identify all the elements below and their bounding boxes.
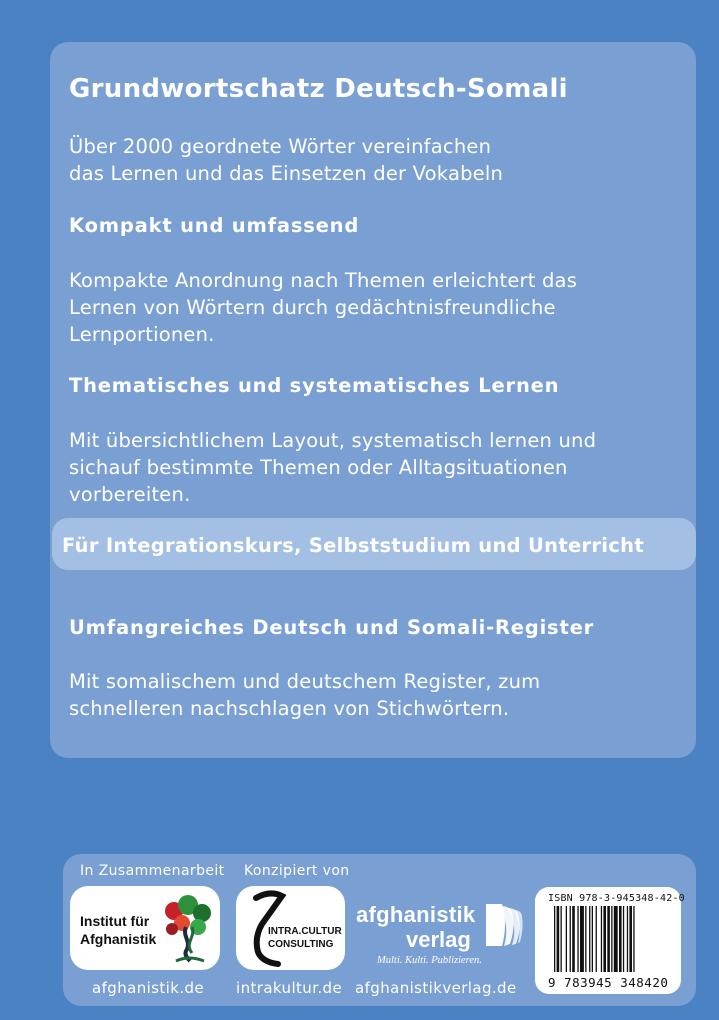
section-heading-thematic: Thematisches und systematisches Lernen — [69, 374, 560, 397]
section-thematic-line-3: vorbereiten. — [69, 483, 191, 506]
intro-line-1: Über 2000 geordnete Wörter vereinfachen — [69, 135, 492, 158]
barcode-bar — [623, 906, 624, 972]
publisher-name: afghanistik — [356, 902, 476, 927]
label-cooperation: In Zusammenarbeit — [80, 863, 225, 879]
section-heading-register: Umfangreiches Deutsch und Somali-Register — [69, 616, 595, 639]
barcode-bar — [607, 906, 610, 972]
ean-text: 9 783945 348420 — [548, 975, 669, 990]
url-publisher[interactable]: afghanistikverlag.de — [355, 979, 517, 997]
section-register-line-2: schnelleren nachschlagen von Stichwörtern. — [69, 697, 510, 720]
barcode-bar — [596, 906, 597, 972]
barcode-bar — [614, 906, 618, 972]
barcode-icon — [552, 906, 672, 974]
highlight-text: Für Integrationskurs, Selbststudium und Unterricht — [62, 534, 644, 557]
barcode-bar — [629, 906, 632, 972]
barcode-bar — [619, 906, 622, 972]
institut-line-2: Afghanistik — [80, 931, 157, 947]
intra-line-1: INTRA.CULTUR — [268, 926, 342, 937]
barcode-bar — [570, 906, 571, 972]
section-compact-line-2: Lernen von Wörtern durch gedächtnisfreundliche — [69, 296, 556, 319]
section-heading-compact: Kompakt und umfassend — [69, 214, 360, 237]
section-register-line-1: Mit somalischem und deutschem Register, zum — [69, 670, 541, 693]
barcode-bar — [572, 906, 575, 972]
barcode-bar — [561, 906, 562, 972]
section-thematic-line-2: sichauf bestimmte Themen oder Alltagsituationen — [69, 456, 568, 479]
section-compact-line-1: Kompakte Anordnung nach Themen erleichtert das — [69, 269, 578, 292]
intro-line-2: das Lernen und das Einsetzen der Vokabeln — [69, 162, 504, 185]
barcode-bar — [554, 906, 555, 972]
barcode-bar — [601, 906, 602, 972]
barcode-bar — [585, 906, 586, 972]
url-institut[interactable]: afghanistik.de — [92, 979, 205, 997]
barcode-bar — [557, 906, 560, 972]
page-title: Grundwortschatz Deutsch-Somali — [69, 74, 568, 104]
barcode-bar — [580, 906, 584, 972]
section-compact-line-3: Lernportionen. — [69, 323, 215, 346]
publisher-verlag: verlag — [406, 927, 471, 952]
barcode-bar — [577, 906, 578, 972]
barcode-bar — [592, 906, 593, 972]
intra-logo-text — [268, 925, 342, 951]
book-pages-icon — [484, 900, 524, 950]
label-conceived: Konzipiert von — [244, 863, 350, 879]
url-intra[interactable]: intrakultur.de — [236, 979, 343, 997]
section-thematic-line-1: Mit übersichtlichem Layout, systematisch lernen und — [69, 429, 597, 452]
barcode-bar — [603, 906, 606, 972]
institut-line-1: Institut für — [80, 913, 150, 929]
publisher-slogan: Multi. Kulti. Publizieren. — [377, 955, 482, 966]
barcode-bar — [633, 906, 634, 972]
barcode-bar — [566, 906, 567, 972]
isbn-text: ISBN 978-3-945348-42-0 — [548, 893, 685, 904]
tree-icon — [162, 893, 216, 965]
intra-line-2: CONSULTING — [268, 939, 334, 950]
barcode-bar — [589, 906, 590, 972]
barcode-bar — [627, 906, 628, 972]
barcode-bar — [611, 906, 612, 972]
institut-logo-text — [80, 912, 156, 948]
